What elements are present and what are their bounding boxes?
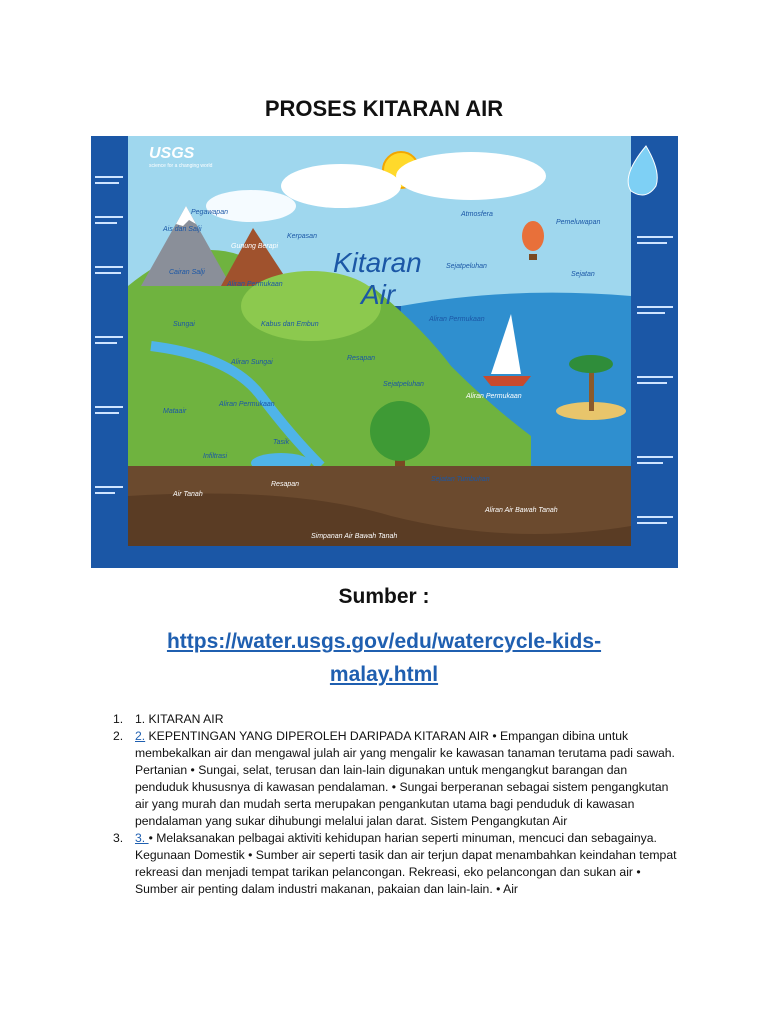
page-title: PROSES KITARAN AIR: [264, 96, 504, 121]
footer-band: [128, 546, 631, 568]
cloud-icon: [281, 164, 401, 208]
label-kerpasan: Kerpasan: [287, 233, 317, 240]
source-link-line2[interactable]: malay.html: [329, 663, 439, 686]
source-link[interactable]: [130, 625, 638, 691]
list-item-link[interactable]: 3.: [135, 831, 149, 845]
label-resapan-left: Resapan: [347, 355, 376, 362]
right-panel: [631, 136, 678, 568]
list-item: [113, 728, 683, 830]
label-air-tanah: Air Tanah: [173, 491, 203, 498]
label-ais-dan-salji: Ais dan Salji: [163, 226, 202, 233]
list-item: [113, 830, 683, 898]
label-gunung-berapi: Gunung Berapi: [231, 243, 279, 250]
cloud-icon: [206, 190, 296, 222]
list-item: [113, 711, 683, 728]
label-pegawapan: Pegawapan: [191, 209, 228, 216]
label-sejatan: Sejatan: [571, 271, 595, 278]
label-kabus-dan-embun: Kabus dan Embun: [261, 321, 319, 328]
usgs-logo: USGS: [149, 145, 195, 162]
list-number: 3.: [113, 831, 124, 845]
left-panel: [91, 136, 128, 568]
label-aliran-sungai: Aliran Sungai: [231, 359, 273, 366]
label-sejatpeluhan-mid: Sejatpeluhan: [383, 381, 424, 388]
label-infiltrasi: Infiltrasi: [203, 453, 228, 460]
label-sungai: Sungai: [173, 321, 195, 328]
label-atmosfera: Atmosfera: [461, 211, 493, 218]
label-aliran-permukaan-mid: Aliran Permukaan: [429, 316, 485, 323]
usgs-tagline: science for a changing world: [149, 163, 213, 169]
label-sejatpeluhan-top: Sejatpeluhan: [446, 263, 487, 270]
label-aliran-permukaan-right: Aliran Permukaan: [466, 393, 522, 400]
poster-title-line2: Air: [361, 279, 396, 310]
label-mataair: Mataair: [163, 408, 187, 415]
label-tasik: Tasik: [273, 439, 290, 446]
cloud-icon: [396, 152, 546, 200]
numbered-list: [113, 711, 683, 898]
list-number: 2.: [113, 729, 124, 743]
water-cycle-poster: [91, 136, 678, 568]
list-number: 1.: [113, 712, 124, 726]
source-link-line1[interactable]: https://water.usgs.gov/edu/watercycle-kids-: [166, 630, 602, 653]
poster-title-line1: Kitaran: [333, 247, 422, 278]
label-resapan: Resapan: [271, 481, 300, 488]
list-item-link[interactable]: 2.: [135, 729, 146, 743]
label-simpanan-air-bawah-tanah: Simpanan Air Bawah Tanah: [311, 533, 398, 540]
label-cairan-salji: Cairan Salji: [169, 269, 205, 276]
list-text: 1. KITARAN AIR: [135, 712, 224, 726]
label-aliran-air-bawah-tanah: Aliran Air Bawah Tanah: [485, 507, 558, 514]
balloon-icon: [522, 221, 544, 251]
label-aliran-permukaan-left: Aliran Permukaan: [219, 401, 275, 408]
tree-crown: [370, 401, 430, 461]
sumber-heading: Sumber :: [338, 585, 430, 608]
label-sejatan-tumbuhan: Sejatan Tumbuhan: [431, 476, 490, 483]
list-text: • Melaksanakan pelbagai aktiviti kehidupan harian seperti minuman, mencuci dan sebagainya. Kegunaan Domestik • Sumber air seperti tasik dan air terjun dapat menambahkan keindahan tempat rekreasi dan menjadi tempat tarikan pelancongan. Rekreasi, eko pelancongan dan sukan air • Sumber air penting dalam industri makanan, pakaian dan lain-lain. • Air: [135, 831, 677, 896]
list-text: KEPENTINGAN YANG DIPEROLEH DARIPADA KITARAN AIR • Empangan dibina untuk membekalkan air dan mengawal julah air yang mengalir ke kawasan tanaman terutama padi sawah. Pertanian • Sungai, selat, terusan dan lain-lain digunakan untuk mengangkut barangan dan penduduk khususnya di kawasan pendalaman. • Sungai berperanan sebagai sistem pengangkutan air yang murah dan mudah serta merupakan pengankutan utama bagi penduduk di kawasan pendalaman yang sukar dihubungi melalui jalan darat. Sistem Pengangkutan Air: [135, 729, 675, 828]
label-pemeluwapan: Pemeluwapan: [556, 219, 601, 226]
palm-leaves: [569, 355, 613, 373]
label-aliran-permukaan-top: Aliran Permukaan: [227, 281, 283, 288]
